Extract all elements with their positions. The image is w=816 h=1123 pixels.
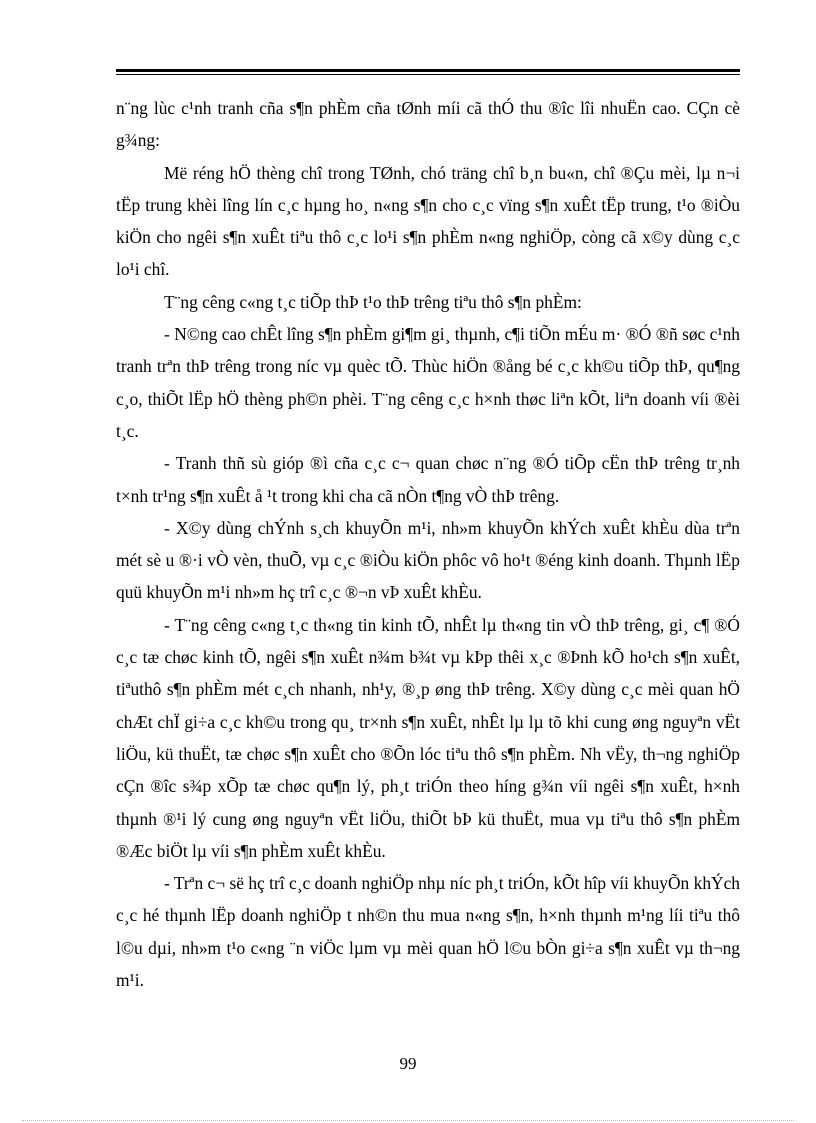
- paragraph-2: Më réng hÖ thèng chî trong TØnh, chó träng chî b¸n bu«n, chî ®Çu mèi, lµ n¬i tËp trung khèi lîng lín c¸c hµng ho¸ n«ng s¶n cho c¸c vïng s¶n xuÊt tËp trung, t¹o ®iÒu kiÖn cho ngêi s¶n xuÊt tiªu thô c¸c lo¹i s¶n phÈm n«ng nghiÖp, còng cã x©y dùng c¸c lo¹i chî.: [116, 162, 740, 280]
- page-body: [116, 92, 740, 996]
- page-bottom-edge: [22, 1120, 794, 1121]
- header-rule-thin: [116, 74, 740, 75]
- paragraph-1: n¨ng lùc c¹nh tranh cña s¶n phÈm cña tØnh míi cã thÓ thu ®îc lîi nhuËn cao. CÇn cè g¾ng:: [116, 98, 740, 151]
- page-number: 99: [399, 1054, 417, 1073]
- paragraph-7: - T¨ng cêng c«ng t¸c th«ng tin kinh tÕ, nhÊt lµ th«ng tin vÒ thÞ trêng, gi¸ c¶ ®Ó c¸c tæ chøc kinh tÕ, ngêi s¶n xuÊt n¾m b¾t vµ kÞp thêi x¸c ®Þnh kÕ ho¹ch s¶n xuÊt, tiªuthô s¶n phÈm mét c¸ch nhanh, nh¹y, ®¸p øng thÞ trêng. X©y dùng c¸c mèi quan hÖ chÆt chÏ gi÷a c¸c kh©u trong qu¸ tr×nh s¶n xuÊt, nhÊt lµ lµ tõ khi cung øng nguyªn vËt liÖu, kü thuËt, tæ chøc s¶n xuÊt cho ®Õn lóc tiªu thô s¶n phÈm. Nh vËy, th¬ng nghiÖp cÇn ®îc s¾p xÕp tæ chøc qu¶n lý, ph¸t triÓn theo híng g¾n víi ngêi s¶n xuÊt, h×nh thµnh ®¹i lý cung øng nguyªn vËt liÖu, thiÕt bÞ kü thuËt, mua vµ tiªu thô s¶n phÈm ®Æc biÖt lµ víi s¶n phÈm xuÊt khÈu.: [116, 614, 740, 861]
- paragraph-4: - N©ng cao chÊt lîng s¶n phÈm gi¶m gi¸ thµnh, c¶i tiÕn mÉu m· ®Ó ®ñ søc c¹nh tranh trªn thÞ trêng trong níc vµ quèc tÕ. Thùc hiÖn ®ång bé c¸c kh©u tiÕp thÞ, qu¶ng c¸o, thiÕt lËp hÖ thèng ph©n phèi. T¨ng cêng c¸c h×nh thøc liªn kÕt, liªn doanh víi ®èi t¸c.: [116, 324, 740, 441]
- header-rule-thick: [116, 69, 740, 72]
- paragraph-5: - Tranh thñ sù gióp ®ì cña c¸c c¬ quan chøc n¨ng ®Ó tiÕp cËn thÞ trêng tr¸nh t×nh tr¹ng s¶n xuÊt å ¹t trong khi cha cã nÒn t¶ng vÒ thÞ trêng.: [116, 453, 740, 506]
- paragraph-6: - X©y dùng chÝnh s¸ch khuyÕn m¹i, nh»m khuyÕn khÝch xuÊt khÈu dùa trªn mét sè u ®·i vÒ vèn, thuÕ, vµ c¸c ®iÒu kiÖn phôc vô ho¹t ®éng kinh doanh. Thµnh lËp quü khuyÕn m¹i nh»m hç trî c¸c ®¬n vÞ xuÊt khÈu.: [116, 517, 740, 603]
- paragraph-3: T¨ng cêng c«ng t¸c tiÕp thÞ t¹o thÞ trêng tiªu thô s¶n phÈm:: [164, 291, 582, 312]
- paragraph-8: - Trªn c¬ së hç trî c¸c doanh nghiÖp nhµ níc ph¸t triÓn, kÕt hîp víi khuyÕn khÝch c¸c hé thµnh lËp doanh nghiÖp t nh©n thu mua n«ng s¶n, h×nh thµnh m¹ng líi tiªu thô l©u dµi, nh»m t¹o c«ng ¨n viÖc lµm vµ mèi quan hÖ l©u bÒn gi÷a s¶n xuÊt vµ th¬ng m¹i.: [116, 873, 740, 991]
